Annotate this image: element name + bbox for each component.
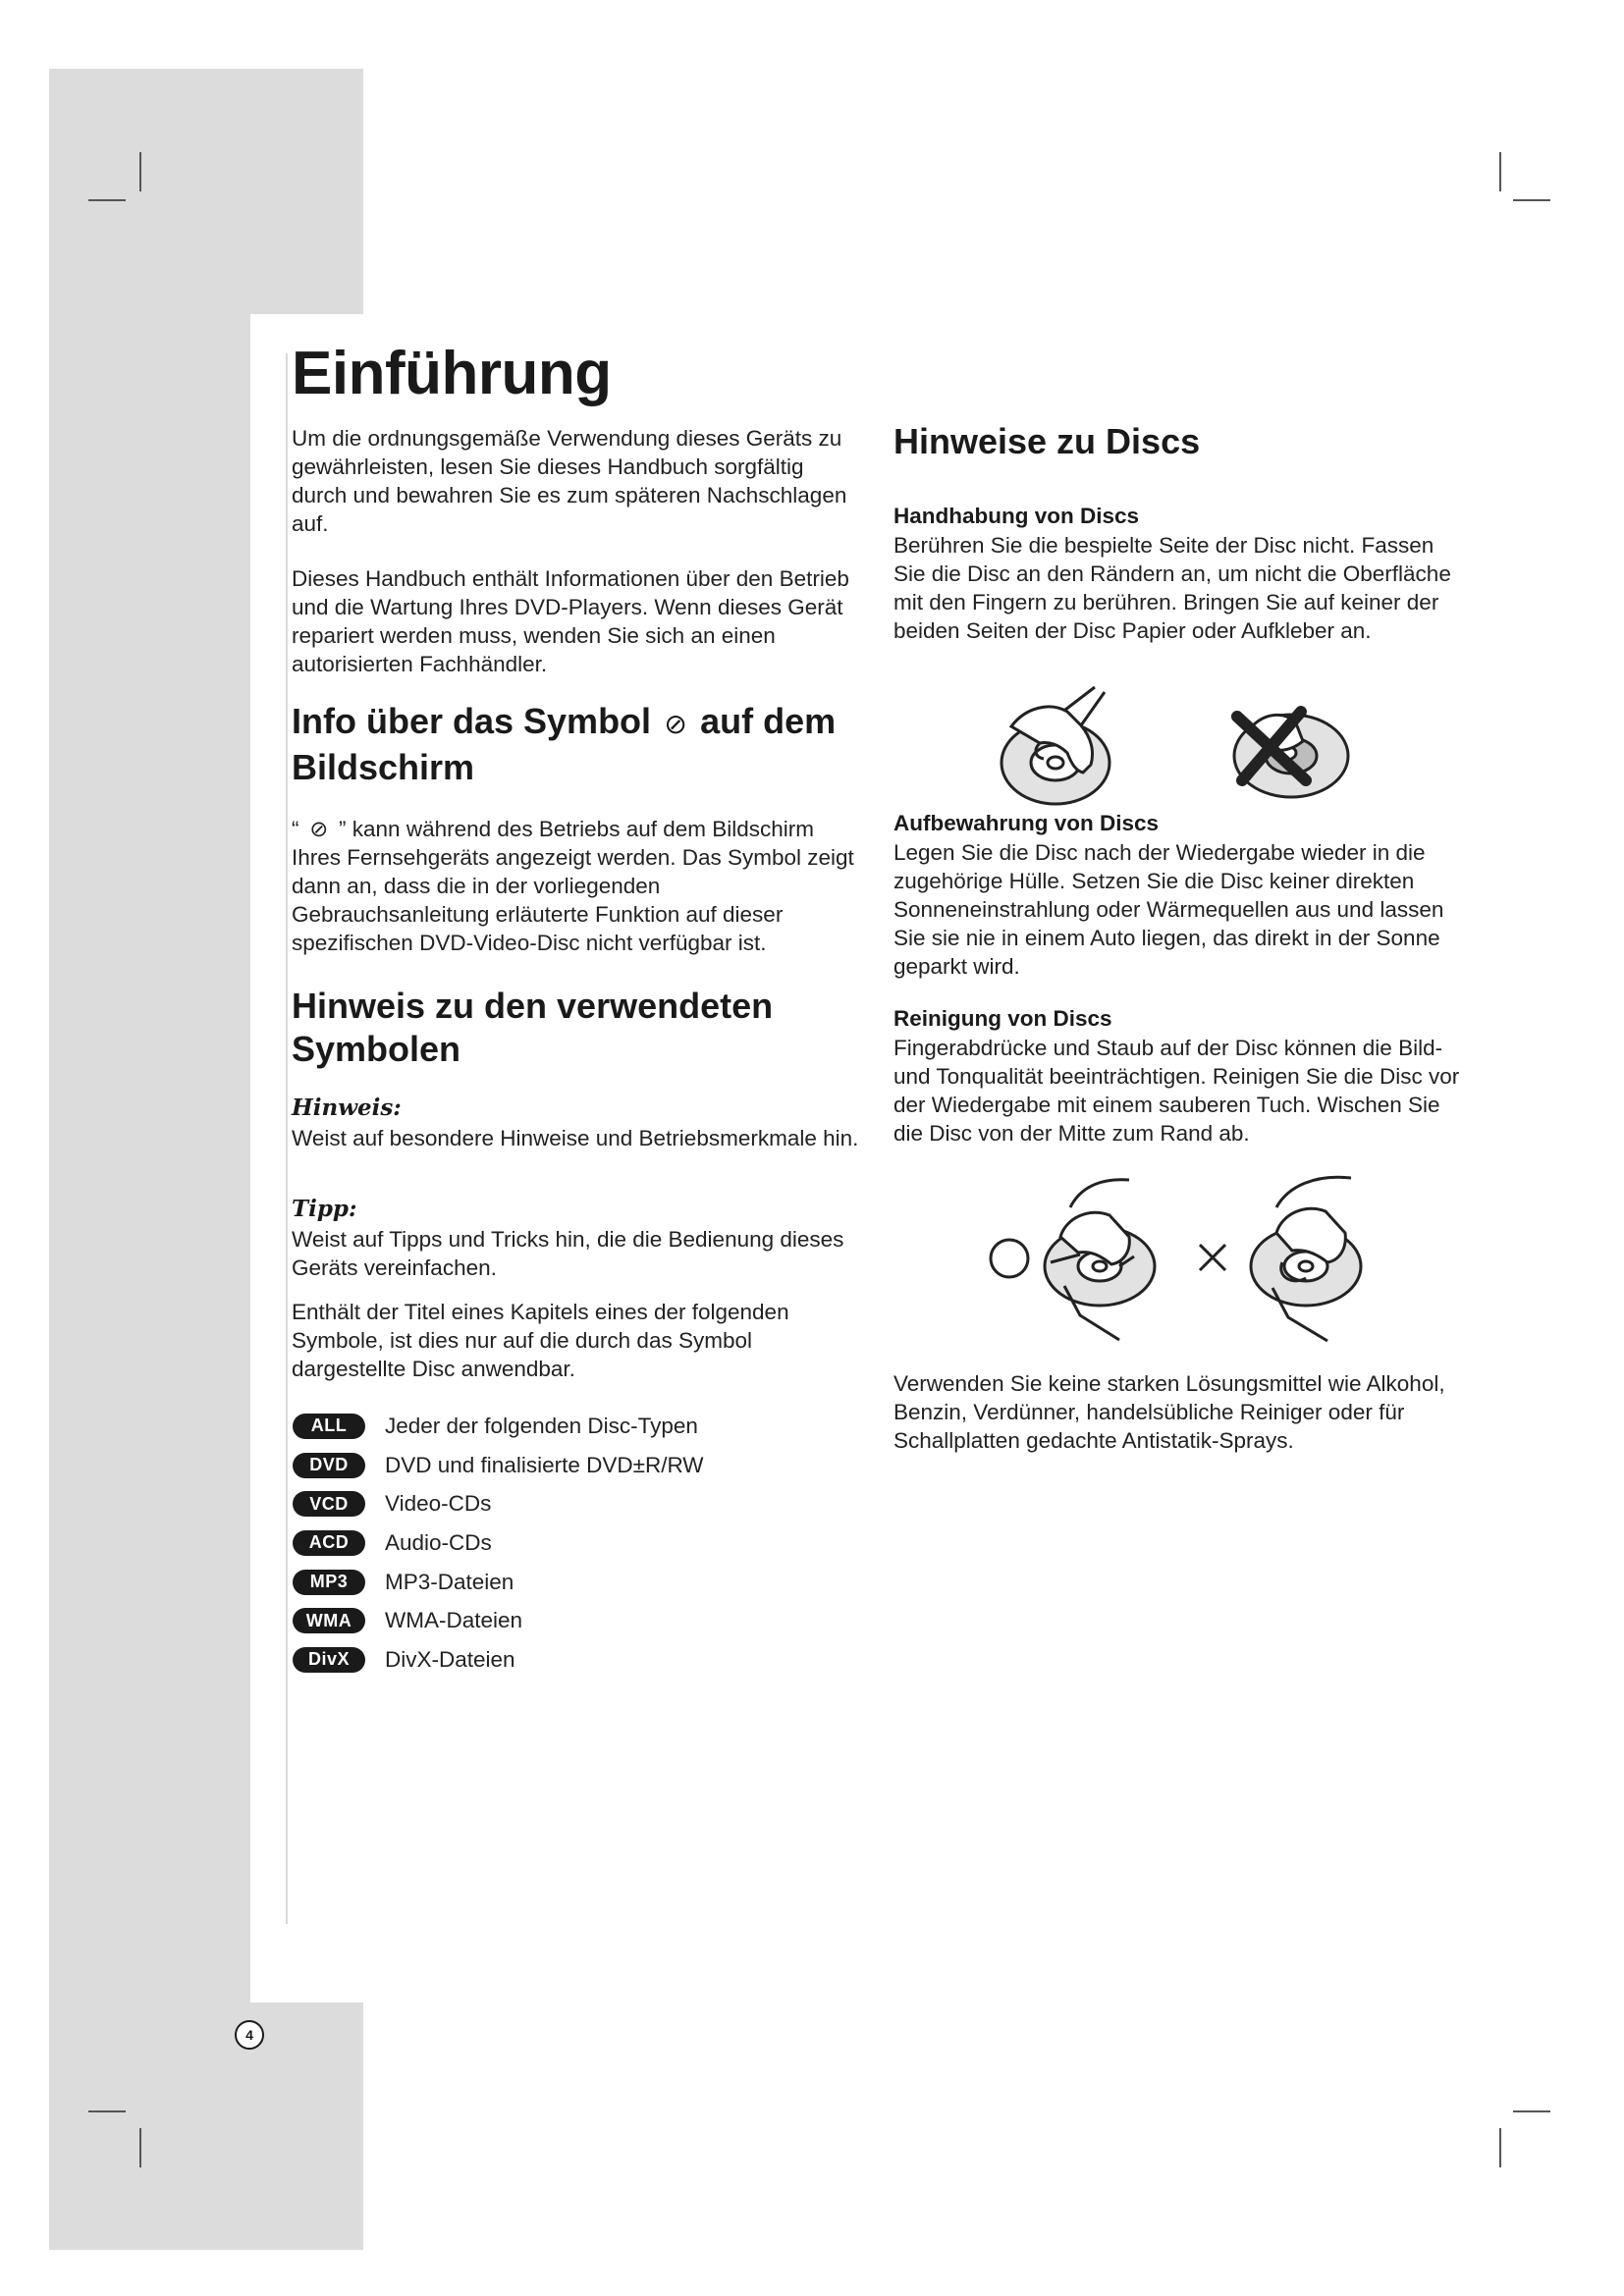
crop-mark xyxy=(88,199,126,201)
intro-paragraph: Dieses Handbuch enthält Informationen über den Betrieb und die Wartung Ihres DVD-Players. Wenn dieses Gerät repariert werden muss, wenden Sie sich an einen autorisierten Fachhändler. xyxy=(292,566,849,676)
disc-badge: VCD xyxy=(293,1491,365,1517)
disc-badge: ACD xyxy=(293,1530,365,1556)
list-item xyxy=(293,1601,704,1640)
prohibited-icon: ⊘ xyxy=(309,817,329,841)
disc-badge: DVD xyxy=(293,1453,365,1478)
crop-mark xyxy=(139,2128,141,2167)
list-item xyxy=(293,1484,704,1523)
crop-mark xyxy=(88,2110,126,2112)
tipp-text: Weist auf Tipps und Tricks hin, die die Bedienung dieses Geräts vereinfachen. xyxy=(292,1227,844,1280)
page-title: Einführung xyxy=(292,340,612,407)
crop-mark xyxy=(139,152,141,191)
crop-mark xyxy=(1513,2110,1550,2112)
symbols-used-heading: Hinweis zu den verwendeten Symbolen xyxy=(292,986,774,1069)
symbol-section-heading xyxy=(292,700,871,789)
disc-badge: MP3 xyxy=(293,1570,365,1595)
heading-text: Info über das Symbol xyxy=(292,701,652,741)
disc-type-list xyxy=(293,1407,704,1680)
page-number: 4 xyxy=(235,2020,264,2050)
prohibited-icon: ⊘ xyxy=(664,709,687,739)
hinweis-text: Weist auf besondere Hinweise und Betriebsmerkmale hin. xyxy=(292,1126,859,1150)
disc-label: Jeder der folgenden Disc-Typen xyxy=(385,1413,698,1438)
disc-label: Audio-CDs xyxy=(385,1529,492,1555)
tipp-label: Tipp: xyxy=(292,1196,357,1222)
symbol-section-paragraph: “ ⊘ ” kann während des Betriebs auf dem Bildschirm Ihres Fernsehgeräts angezeigt werden. Das Symbol zeigt dann an, dass die in der vorliegenden Gebrauchsanleitung erläuterte Funktion auf dieser spezifischen DVD-Video-Disc nicht verfügbar ist. xyxy=(292,817,854,955)
page-margin-bottom-block xyxy=(49,2002,363,2250)
crop-mark xyxy=(1499,152,1501,191)
heading-text: auf dem Bildschirm xyxy=(292,701,837,787)
cleaning-text: Fingerabdrücke und Staub auf der Disc können die Bild- und Tonqualität beeinträchtigen. Reinigen Sie die Disc vor der Wiedergabe mit einem sauberen Tuch. Wischen Sie die Disc von der Mitte zum Rand ab. xyxy=(893,1036,1460,1146)
disc-label: Video-CDs xyxy=(385,1491,492,1517)
disc-label: MP3-Dateien xyxy=(385,1569,514,1594)
disc-badge: ALL xyxy=(293,1414,365,1439)
list-item xyxy=(293,1640,704,1680)
wrong-handling-icon xyxy=(1234,712,1348,797)
list-item xyxy=(293,1523,704,1563)
disc-label: WMA-Dateien xyxy=(385,1608,523,1633)
storage-heading: Aufbewahrung von Discs xyxy=(893,811,1160,835)
discs-heading: Hinweise zu Discs xyxy=(893,421,1201,461)
correct-cleaning-icon xyxy=(991,1180,1155,1340)
crop-mark xyxy=(1513,199,1550,201)
disc-badge: WMA xyxy=(293,1608,365,1633)
disc-cleaning-illustration xyxy=(982,1168,1394,1345)
intro-paragraph: Um die ordnungsgemäße Verwendung dieses Geräts zu gewährleisten, lesen Sie dieses Handbuch sorgfältig durch und bewahren Sie es zum späteren Nachschlagen auf. xyxy=(292,426,847,536)
page-margin-band xyxy=(49,69,250,2250)
disc-badge: DivX xyxy=(293,1647,365,1673)
list-item xyxy=(293,1563,704,1602)
chapter-note: Enthält der Titel eines Kapitels eines der folgenden Symbole, ist dies nur auf die durch das Symbol dargestellte Disc anwendbar. xyxy=(292,1300,789,1381)
disc-label: DVD und finalisierte DVD±R/RW xyxy=(385,1452,704,1477)
column-rule xyxy=(286,353,288,1924)
wrong-cleaning-icon xyxy=(1200,1177,1361,1341)
correct-handling-icon xyxy=(1001,687,1110,804)
cleaning-heading: Reinigung von Discs xyxy=(893,1006,1112,1031)
hinweis-label: Hinweis: xyxy=(292,1095,402,1121)
list-item xyxy=(293,1407,704,1446)
solvent-warning: Verwenden Sie keine starken Lösungsmittel wie Alkohol, Benzin, Verdünner, handelsübliche Reiniger oder für Schallplatten gedachte Antistatik-Sprays. xyxy=(893,1371,1445,1453)
crop-mark xyxy=(1499,2128,1501,2167)
handling-heading: Handhabung von Discs xyxy=(893,504,1140,528)
page-margin-top-block xyxy=(49,69,363,314)
handling-text: Berühren Sie die bespielte Seite der Disc nicht. Fassen Sie die Disc an den Rändern an, um nicht die Oberfläche mit den Fingern zu berühren. Bringen Sie auf keiner der beiden Seiten der Disc Papier oder Aufkleber an. xyxy=(893,533,1451,643)
disc-label: DivX-Dateien xyxy=(385,1646,515,1672)
list-item xyxy=(293,1446,704,1485)
storage-text: Legen Sie die Disc nach der Wiedergabe wieder in die zugehörige Hülle. Setzen Sie die Disc keiner direkten Sonneneinstrahlung oder Wärmequellen aus und lassen Sie sie nie in einem Auto liegen, das direkt in der Sonne geparkt wird. xyxy=(893,840,1444,979)
disc-handling-illustration xyxy=(957,682,1409,810)
